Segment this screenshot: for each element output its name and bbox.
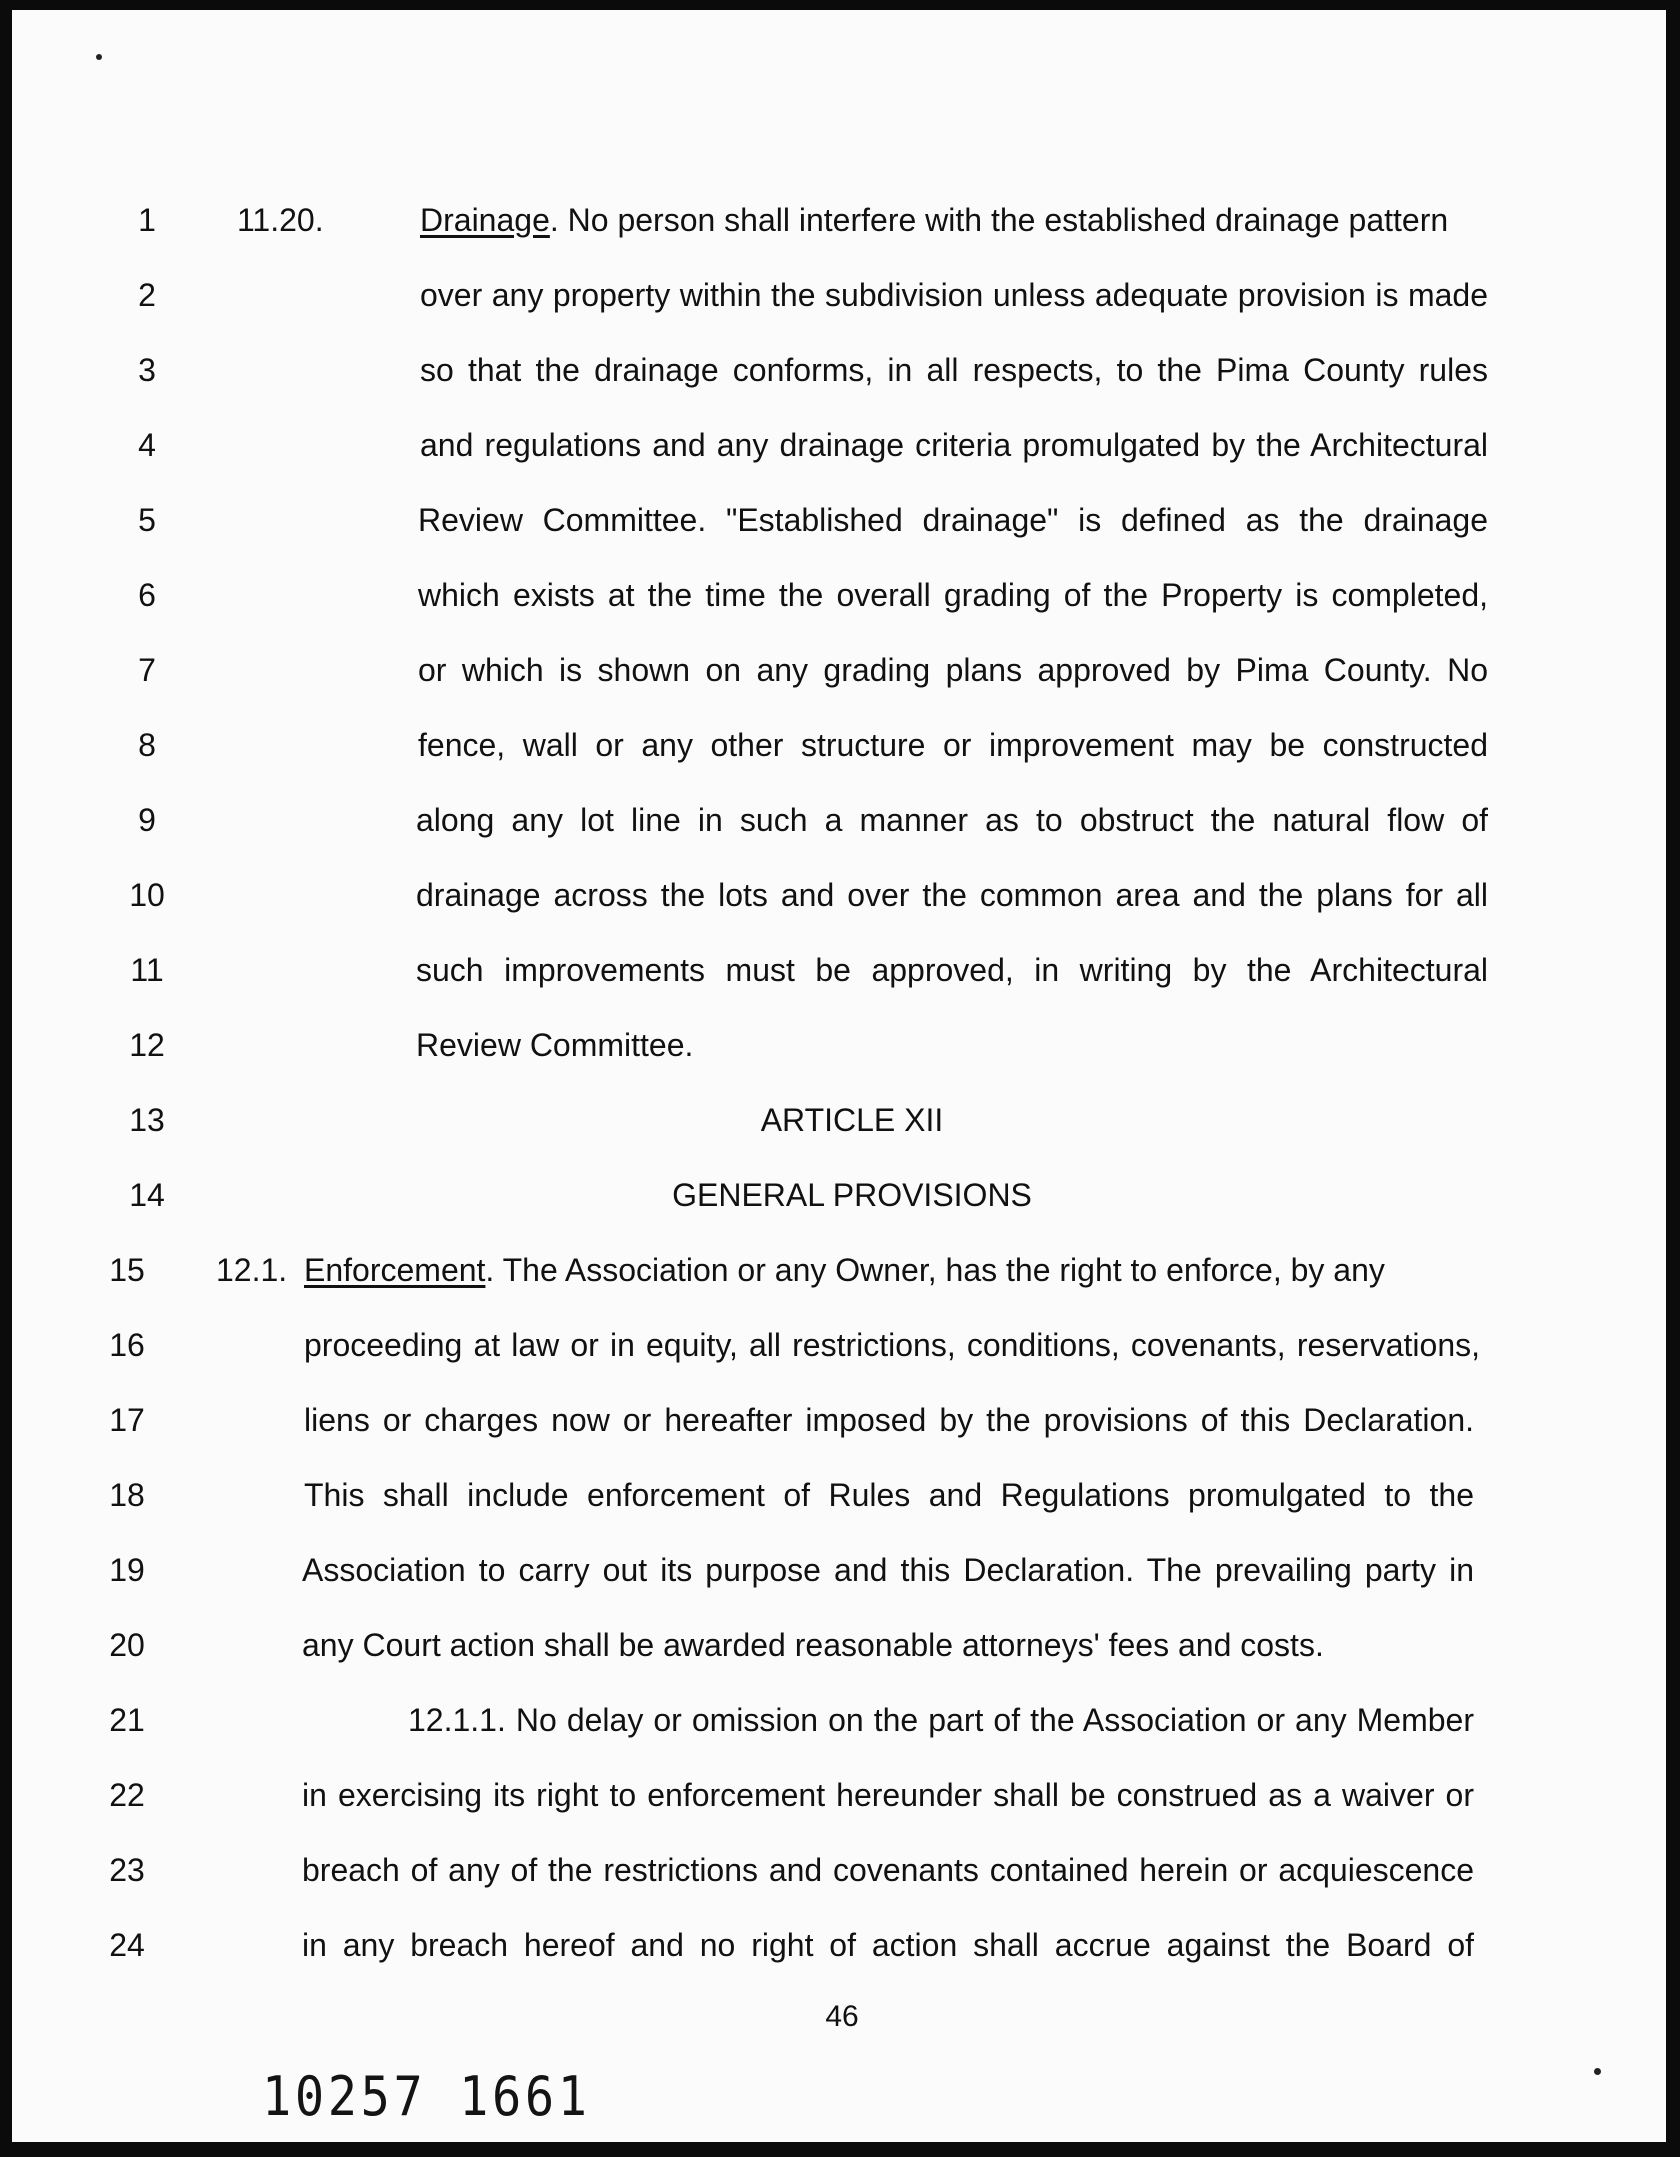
line-2 bbox=[12, 275, 1666, 349]
line-text: or which is shown on any grading plans approved by Pima County. No bbox=[418, 652, 1488, 688]
scan-speck bbox=[96, 54, 102, 60]
line-number: 1 bbox=[138, 202, 156, 238]
line-text: such improvements must be approved, in writing by the Architectural bbox=[416, 952, 1488, 988]
section-number: 11.20. bbox=[237, 202, 324, 238]
line-text: in exercising its right to enforcement hereunder shall be construed as a waiver or bbox=[302, 1777, 1474, 1813]
line-number: 20 bbox=[109, 1627, 145, 1663]
line-number: 10 bbox=[129, 877, 165, 913]
line-21 bbox=[12, 1700, 1666, 1774]
line-20 bbox=[12, 1625, 1666, 1699]
line-5 bbox=[12, 500, 1666, 574]
line-16 bbox=[12, 1325, 1666, 1399]
article-title: GENERAL PROVISIONS bbox=[672, 1177, 1032, 1213]
line-text: and regulations and any drainage criteria promulgated by the Architectural bbox=[420, 427, 1488, 463]
line-24 bbox=[12, 1925, 1666, 1999]
line-number: 13 bbox=[129, 1102, 165, 1138]
line-number: 9 bbox=[138, 802, 156, 838]
line-text: . No person shall interfere with the established drainage pattern bbox=[549, 202, 1449, 238]
line-text: along any lot line in such a manner as to obstruct the natural flow of bbox=[416, 802, 1488, 838]
line-14 bbox=[12, 1175, 1666, 1249]
line-text: breach of any of the restrictions and covenants contained herein or acquiescence bbox=[302, 1852, 1474, 1888]
line-10 bbox=[12, 875, 1666, 949]
line-9 bbox=[12, 800, 1666, 874]
line-17 bbox=[12, 1400, 1666, 1474]
line-7 bbox=[12, 650, 1666, 724]
line-number: 16 bbox=[109, 1327, 145, 1363]
line-number: 22 bbox=[109, 1777, 145, 1813]
document-page bbox=[12, 10, 1666, 2142]
page-number: 46 bbox=[825, 2000, 859, 2033]
line-6 bbox=[12, 575, 1666, 649]
line-text: any Court action shall be awarded reasonable attorneys' fees and costs. bbox=[302, 1627, 1324, 1663]
line-12 bbox=[12, 1025, 1666, 1099]
line-4 bbox=[12, 425, 1666, 499]
section-heading-line bbox=[420, 200, 1448, 240]
line-number: 2 bbox=[138, 277, 156, 313]
recording-stamp: 10257 1661 bbox=[262, 2065, 591, 2128]
article-number: ARTICLE XII bbox=[760, 1102, 944, 1138]
line-number: 21 bbox=[109, 1702, 145, 1738]
line-3 bbox=[12, 350, 1666, 424]
line-number: 11 bbox=[130, 952, 164, 988]
line-11 bbox=[12, 950, 1666, 1024]
line-8 bbox=[12, 725, 1666, 799]
line-text: Review Committee. bbox=[416, 1027, 694, 1063]
line-number: 3 bbox=[138, 352, 156, 388]
section-heading: Enforcement bbox=[304, 1252, 486, 1288]
line-text: drainage across the lots and over the common area and the plans for all bbox=[416, 877, 1488, 913]
line-number: 12 bbox=[129, 1027, 165, 1063]
line-text: which exists at the time the overall grading of the Property is completed, bbox=[418, 577, 1488, 613]
line-text: liens or charges now or hereafter imposed by the provisions of this Declaration. bbox=[304, 1402, 1474, 1438]
line-1 bbox=[12, 200, 1666, 274]
line-23 bbox=[12, 1850, 1666, 1924]
section-number: 12.1. bbox=[216, 1252, 288, 1288]
line-13 bbox=[12, 1100, 1666, 1174]
line-number: 15 bbox=[109, 1252, 145, 1288]
line-text: in any breach hereof and no right of action shall accrue against the Board of bbox=[302, 1927, 1474, 1963]
scan-speck bbox=[1594, 2068, 1601, 2075]
line-text: Association to carry out its purpose and this Declaration. The prevailing party in bbox=[302, 1552, 1474, 1588]
line-text: fence, wall or any other structure or improvement may be constructed bbox=[418, 727, 1488, 763]
line-number: 19 bbox=[109, 1552, 145, 1588]
line-number: 7 bbox=[138, 652, 156, 688]
line-text: 12.1.1. No delay or omission on the part of the Association or any Member bbox=[408, 1702, 1474, 1738]
section-heading-line bbox=[304, 1250, 1385, 1290]
line-text: Review Committee. "Established drainage" is defined as the drainage bbox=[418, 502, 1488, 538]
line-text: . The Association or any Owner, has the right to enforce, by any bbox=[485, 1252, 1385, 1288]
line-text: proceeding at law or in equity, all restrictions, conditions, covenants, reservations, bbox=[304, 1327, 1480, 1363]
line-number: 18 bbox=[109, 1477, 145, 1513]
line-22 bbox=[12, 1775, 1666, 1849]
line-number: 17 bbox=[109, 1402, 145, 1438]
line-number: 6 bbox=[138, 577, 156, 613]
line-number: 24 bbox=[109, 1927, 145, 1963]
line-15 bbox=[12, 1250, 1666, 1324]
section-heading: Drainage bbox=[420, 202, 550, 238]
line-19 bbox=[12, 1550, 1666, 1624]
line-text: This shall include enforcement of Rules and Regulations promulgated to the bbox=[304, 1477, 1474, 1513]
line-text: over any property within the subdivision unless adequate provision is made bbox=[420, 277, 1488, 313]
line-number: 5 bbox=[138, 502, 156, 538]
line-text: so that the drainage conforms, in all respects, to the Pima County rules bbox=[420, 352, 1488, 388]
line-number: 23 bbox=[109, 1852, 145, 1888]
line-number: 4 bbox=[138, 427, 156, 463]
line-number: 8 bbox=[138, 727, 156, 763]
line-number: 14 bbox=[129, 1177, 165, 1213]
line-18 bbox=[12, 1475, 1666, 1549]
